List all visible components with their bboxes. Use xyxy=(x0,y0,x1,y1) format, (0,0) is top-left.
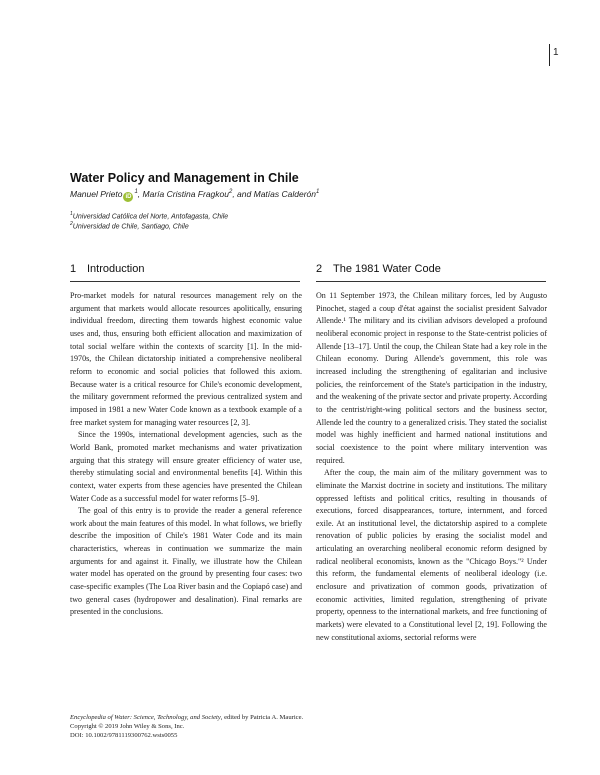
author-list xyxy=(70,189,319,202)
orcid-icon[interactable]: iD xyxy=(125,194,132,200)
paragraph: On 11 September 1973, the Chilean military forces, led by Augusto Pinochet, staged a coup d'état against the socialist president Salvador Allende.¹ The military and its civilian advisors developed a profound neoliberal economic project in response to the State-centrist policies of Allende [13–17]. Until the coup, the Chilean State had a key role in the Chilean economy. During Allende's government, this role was increased including the strengthening of egalitarian and inclusive policies, the reinforcement of the State's participation in the industry, and the weakening of the private sector and private property. According to the centrist/right-wing political sectors and the business sector, Allende led the country to a generalized crisis. They stated the socialist model was highly inefficient and harmed national institutions and social coexistence to the point where military intervention was required. xyxy=(316,291,547,465)
affiliation xyxy=(70,211,228,220)
affiliation-mark: 1 xyxy=(70,211,73,217)
author-name: María Cristina Fragkou xyxy=(142,189,229,199)
paragraph: After the coup, the main aim of the military government was to eliminate the Marxist doctrine in society and institutions. The military oppressed leftists and political critics, resulting in thousands of executions, forced disappearances, torture, internment, and forced exile. At an institutional level, the dictatorship aspired to a complete renovation of public policies by erasing the socialist model and articulating an overarching neoliberal economic reform designed by radical neoliberal economists, known as the "Chicago Boys."² Under this reform, the fundamental elements of neoliberal ideology (i.e. enclosure and privatization of common goods, privatization of economic activities, limited regulation, strengthening of private property, openness to the international markets, and free functioning of markets) were elevated to a Constitutional level [2, 19]. Following the new constitutional axioms, sectorial reforms were xyxy=(316,468,547,642)
author-name: Matías Calderón xyxy=(253,189,316,199)
doi-line: DOI: 10.1002/9781119300762.wsts0055 xyxy=(70,732,178,739)
author-affiliation-mark: 1 xyxy=(134,189,138,196)
author-separator: , xyxy=(137,189,143,199)
author-affiliation-mark: 1 xyxy=(315,189,320,196)
section-rule xyxy=(316,281,546,282)
citation-line xyxy=(70,713,370,722)
section-heading-water-code xyxy=(316,263,441,275)
section-number: 1 xyxy=(70,263,77,275)
author-separator: , and xyxy=(232,189,254,199)
page-number: 1 xyxy=(553,47,559,58)
affiliation-text: Universidad Católica del Norte, Antofagasta, Chile xyxy=(72,213,229,221)
affiliation-mark: 2 xyxy=(70,221,73,227)
copyright-line: Copyright © 2019 John Wiley & Sons, Inc. xyxy=(70,723,185,730)
section-number: 2 xyxy=(316,263,323,275)
text-column-right xyxy=(316,290,547,644)
author-affiliation-mark: 2 xyxy=(228,189,233,196)
paragraph: The goal of this entry is to provide the reader a general reference work about the main features of this model. In what follows, we briefly describe the imposition of Chile's 1981 Water Code and its main characteristics, whereas in continuation we summarize the main arguments for and against it. Finally, we illustrate how the Chilean water model has operated on the ground by presenting four cases: two case-specific examples (The Loa River basin and the Copiapó case) and two general cases (hydropower and desalination). Final remarks are presented in the conclusions. xyxy=(70,506,302,617)
text-column-left xyxy=(70,290,302,619)
publication-footnote xyxy=(70,713,370,740)
article-title: Water Policy and Management in Chile xyxy=(70,171,299,185)
section-heading-introduction xyxy=(70,263,144,275)
editor-text: , edited by Patricia A. Maurice. xyxy=(220,714,304,721)
header-rule xyxy=(549,44,550,66)
paragraph: Pro-market models for natural resources management rely on the argument that markets would allocate resources apolitically, ensuring individual freedom, directing them towards highest economic value uses and, thus, ensuring both efficient allocation and maximization of total social welfare within the contexts of scarcity [1]. In the mid-1970s, the Chilean dictatorship initiated a comprehensive neoliberal reform to economic and social policies that followed this axiom. Because water is a critical resource for Chile's economic development, the military government reformed the previous centralized system and imposed in 1981 a new Water Code known as a textbook example of a free market system for managing water resources [2, 3]. xyxy=(70,291,302,427)
section-title: The 1981 Water Code xyxy=(333,263,441,275)
affiliation xyxy=(70,221,189,230)
paragraph: Since the 1990s, international development agencies, such as the World Bank, promoted market mechanisms and water privatization arguing that this strategy will ensure greater efficiency of water use, thereby stimulating social and environmental benefits [4]. Within this context, water experts from these agencies have presented the Chilean Water Code as a successful model for water reforms [5–9]. xyxy=(70,430,302,503)
section-title: Introduction xyxy=(87,263,145,275)
section-rule xyxy=(70,281,300,282)
affiliation-text: Universidad de Chile, Santiago, Chile xyxy=(72,223,189,231)
author-name: Manuel Prieto xyxy=(70,189,123,199)
book-title: Encyclopedia of Water: Science, Technology, and Society xyxy=(70,714,221,721)
